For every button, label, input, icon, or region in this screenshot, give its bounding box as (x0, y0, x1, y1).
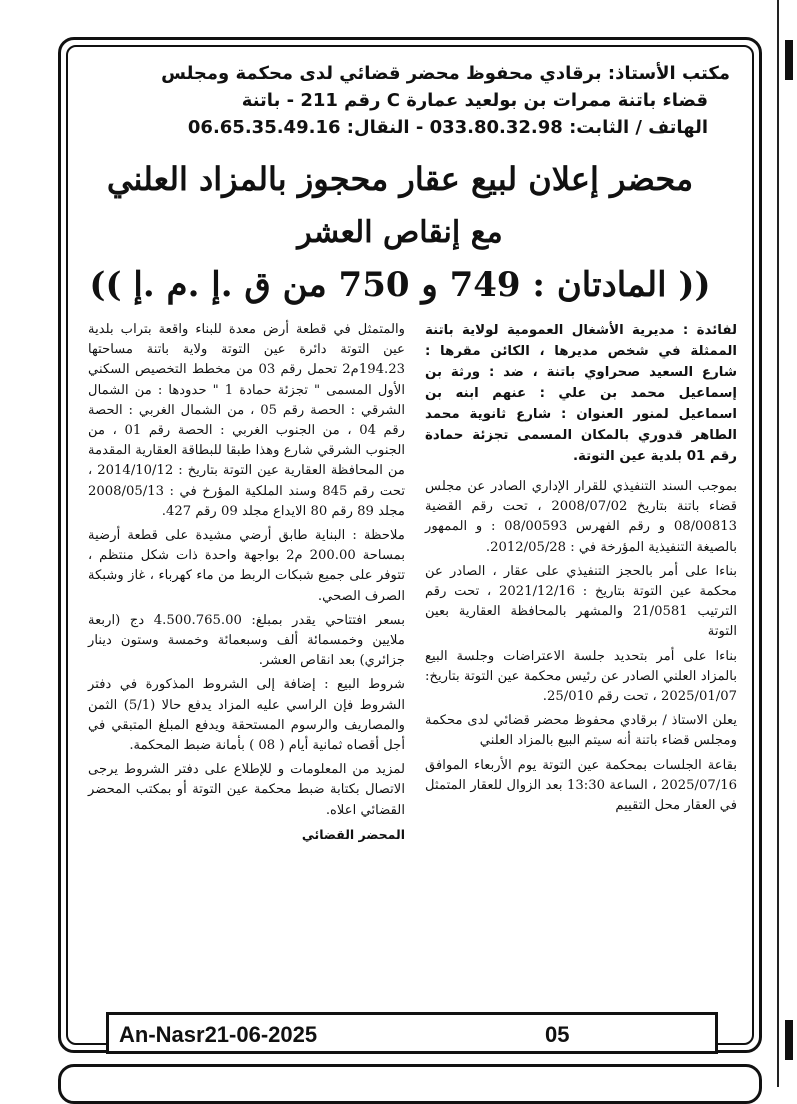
paragraph: بسعر افتتاحي يقدر بمبلغ: 4.500.765.00 دج (اربعة ملايين وخمسمائة ألف وسبعمائة وخمسة وستون دينار جزائري) بعد انقاص العشر. (88, 612, 405, 669)
notice-title: محضر إعلان لبيع عقار محجوز بالمزاد العلني (106, 160, 694, 198)
publication-footer (106, 1012, 718, 1054)
paragraph: بناءا على أمر بالحجز التنفيذي على عقار ، الصادر عن محكمة عين التوتة بتاريخ : 2021/12/16 ، تحت رقم الترتيب 21/0581 والمشهر بالمحافظة العقارية بعين التوتة (425, 563, 737, 640)
paragraph: بناءا على أمر بتحديد جلسة الاعتراضات وجلسة البيع بالمزاد العلني الصادر عن رئيس محكمة عين التوتة بتاريخ: 2025/01/07 ، تحت رقم 25/010. (425, 648, 737, 705)
signature: المحضر القضائي (301, 826, 405, 842)
office-header (90, 60, 730, 141)
edge-mark (785, 1020, 793, 1060)
paragraph: شروط البيع : إضافة إلى الشروط المذكورة في دفتر الشروط فإن الراسي عليه المزاد يدفع حالا (5/1) الثمن والمصاريف والرسوم المستحقة ويدفع المبلغ المتبقي في أجل أقصاه ثمانية أيام ( 08 ) بأمانة ضبط المحكمة. (88, 677, 405, 754)
left-column (88, 320, 405, 845)
paragraph: والمتمثل في قطعة أرض معدة للبناء واقعة بتراب بلدية عين التوتة دائرة عين التوتة ولاية باتنة مساحتها 194.23م2 تحمل رقم 03 من مخطط التخصيص السكني الأول المسمى " تجزئة حمادة 1 " حدودها : من الشمال الشرقي : الحصة رقم 05 ، من الشمال الغربي : الحصة رقم 04 ، من الجنوب الغربي : الحصة رقم 01 ، من الجنوب الشرقي شارع وهذا طبقا للبطاقة العقارية المقدمة من المحافظة العقارية عين التوتة بتاريخ : 2014/10/12 ، تحت رقم 845 وسند الملكية المؤرخ في : 2008/05/13 مجلد 89 رقم 80 الايداع مجلد 09 رقم 427. (88, 322, 406, 519)
notice-subtitle: مع إنقاص العشر (297, 215, 503, 250)
edge-mark (785, 40, 793, 80)
office-line-3: الهاتف / الثابت: 033.80.32.98 - النقال: 06.65.35.49.16 (187, 117, 708, 138)
legal-articles: (( المادتان : 749 و 750 من ق .إ .م .إ )) (89, 265, 711, 305)
paragraph: ملاحظة : البناية طابق أرضي مشيدة على قطعة أرضية بمساحة 200.00 م2 بواجهة واحدة ذات شكل منتظم ، تتوفر على جميع شبكات الربط من ماء كهرباء ، غاز وشبكة الصرف الصحي. (88, 528, 406, 604)
parties-paragraph: لفائدة : مديرية الأشغال العمومية لولاية باتنة الممثلة في شخص مديرها ، الكائن مقرها : شارع السعيد صحراوي باتنة ، ضد : ورثة بن إسماعيل محمد بن علي : عنهم ابنه بن اسماعيل لمنور العنوان : شارع ثانوية محمد الطاهر قدوري بالمكان المسمى تجزئة حمادة رقم 01 بلدية عين التوتة. (425, 323, 737, 464)
adjacent-page-edge (777, 0, 797, 1087)
paragraph: لمزيد من المعلومات و للإطلاع على دفتر الشروط يرجى الاتصال بكتابة ضبط محكمة عين التوتة أو بمكتب المحضر القضائي اعلاه. (88, 762, 405, 818)
office-line-2: قضاء باتنة ممرات بن بولعيد عمارة C رقم 211 - باتنة (241, 90, 708, 111)
paragraph: بقاعة الجلسات بمحكمة عين التوتة يوم الأربعاء الموافق 2025/07/16 ، الساعة 13:30 بعد الزوال للعقار المتمثل في العقار محل التقييم (425, 757, 737, 814)
publication-date: An-Nasr21-06-2025 (119, 1022, 318, 1047)
right-column (425, 320, 737, 820)
next-notice-border (58, 1064, 762, 1104)
office-line-1: مكتب الأستاذ: برقادي محفوظ محضر قضائي لدى محكمة ومجلس (161, 63, 730, 84)
paragraph: يعلن الاستاذ / برقادي محفوظ محضر قضائي لدى محكمة ومجلس قضاء باتنة أنه سيتم البيع بالمزاد العلني (425, 713, 737, 749)
page-number: 05 (545, 1022, 570, 1047)
paragraph: بموجب السند التنفيذي للقرار الإداري الصادر عن مجلس قضاء باتنة بتاريخ 2008/07/02 ، تحت رقم القضية 08/00813 و رقم الفهرس 08/00593 : و الممهور بالصيغة التنفيذية المؤرخة في : 2012/05/28. (425, 479, 737, 555)
